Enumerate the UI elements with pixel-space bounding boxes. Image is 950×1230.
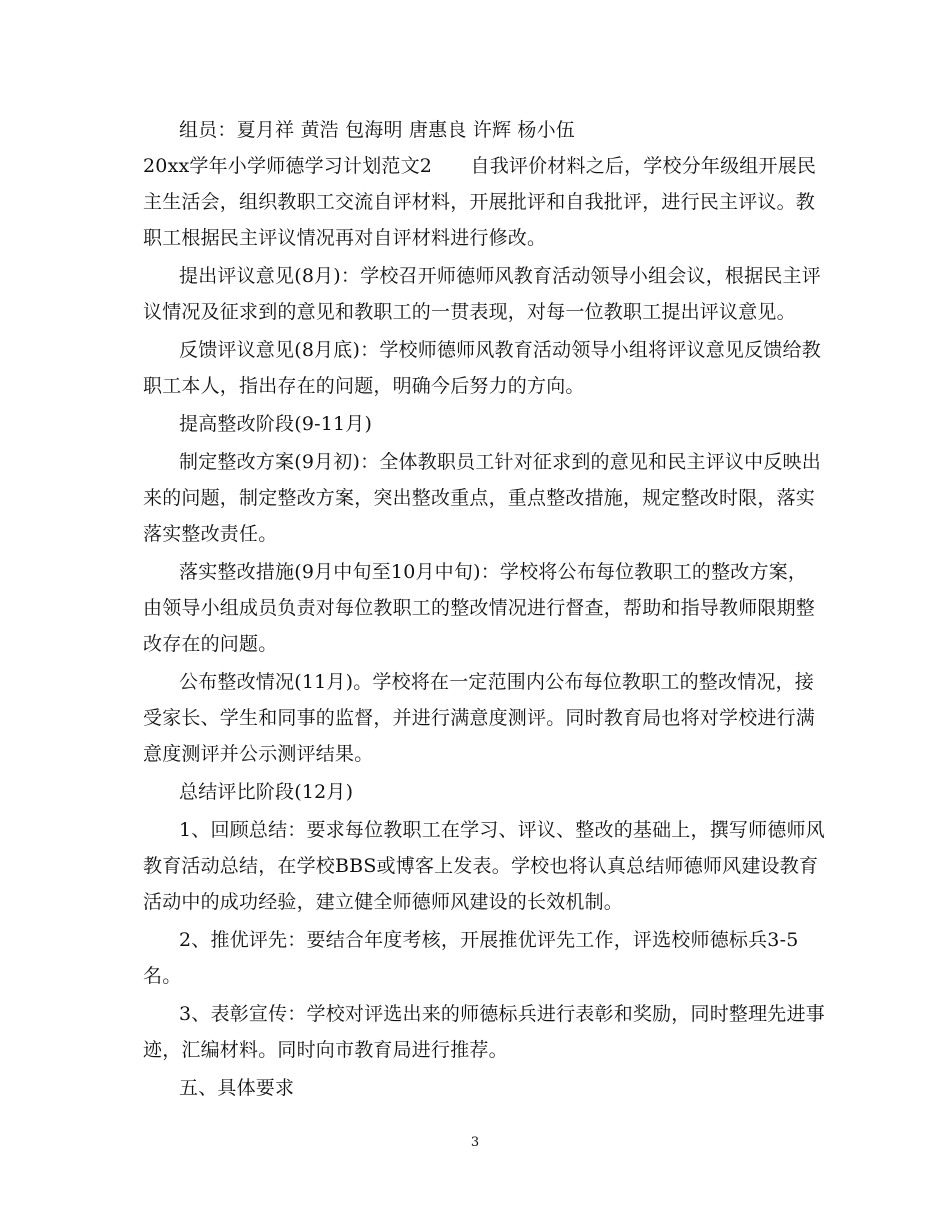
paragraph-line: 职工本人，指出存在的问题，明确今后努力的方向。 [143,375,585,397]
paragraph-line: 提出评议意见(8月)：学校召开师德师风教育活动领导小组会议，根据民主评 [179,265,821,287]
paragraph-line: 反馈评议意见(8月底)：学校师德师风教育活动领导小组将评议意见反馈给教 [179,339,821,361]
paragraph-line: 主生活会，组织教职工交流自评材料，开展批评和自我批评，进行民主评议。教 [143,191,816,213]
paragraph-line: 教育活动总结，在学校BBS或博客上发表。学校也将认真总结师德师风建设教育 [143,855,819,877]
paragraph-line: 落实整改措施(9月中旬至10月中旬)：学校将公布每位教职工的整改方案， [179,561,808,583]
paragraph-line: 公布整改情况(11月)。学校将在一定范围内公布每位教职工的整改情况，接 [179,671,815,693]
paragraph-line: 2、推优评先：要结合年度考核，开展推优评先工作，评选校师德标兵3-5 [179,929,799,951]
paragraph-line: 议情况及征求到的意见和教职工的一贯表现，对每一位教职工提出评议意见。 [143,301,796,323]
paragraph-line: 改存在的问题。 [143,633,278,655]
members-line: 组员：夏月祥 黄浩 包海明 唐惠良 许辉 杨小伍 [179,119,575,141]
paragraph-line: 名。 [143,965,182,987]
paragraph-line: 3、表彰宣传：学校对评选出来的师德标兵进行表彰和奖励，同时整理先进事 [179,1003,825,1025]
section-heading: 五、具体要求 [179,1077,295,1099]
paragraph-line: 20xx学年小学师德学习计划范文2 自我评价材料之后，学校分年级组开展民 [143,155,817,177]
paragraph-line: 落实整改责任。 [143,523,278,545]
section-heading: 总结评比阶段(12月) [179,781,354,803]
paragraph-line: 受家长、学生和同事的监督，并进行满意度测评。同时教育局也将对学校进行满 [143,707,816,729]
paragraph-line: 制定整改方案(9月初)：全体教职员工针对征求到的意见和民主评议中反映出 [179,451,821,473]
paragraph-line: 活动中的成功经验，建立健全师德师风建设的长效机制。 [143,891,624,913]
section-heading: 提高整改阶段(9-11月) [179,413,373,435]
page-number: 3 [470,1135,480,1150]
paragraph-line: 迹，汇编材料。同时向市教育局进行推荐。 [143,1039,508,1061]
paragraph-line: 来的问题，制定整改方案，突出整改重点，重点整改措施，规定整改时限，落实 [143,487,816,509]
paragraph-line: 意度测评并公示测评结果。 [143,743,374,765]
paragraph-line: 由领导小组成员负责对每位教职工的整改情况进行督查，帮助和指导教师限期整 [143,597,816,619]
paragraph-line: 职工根据民主评议情况再对自评材料进行修改。 [143,227,547,249]
paragraph-line: 1、回顾总结：要求每位教职工在学习、评议、整改的基础上，撰写师德师风 [179,819,825,841]
